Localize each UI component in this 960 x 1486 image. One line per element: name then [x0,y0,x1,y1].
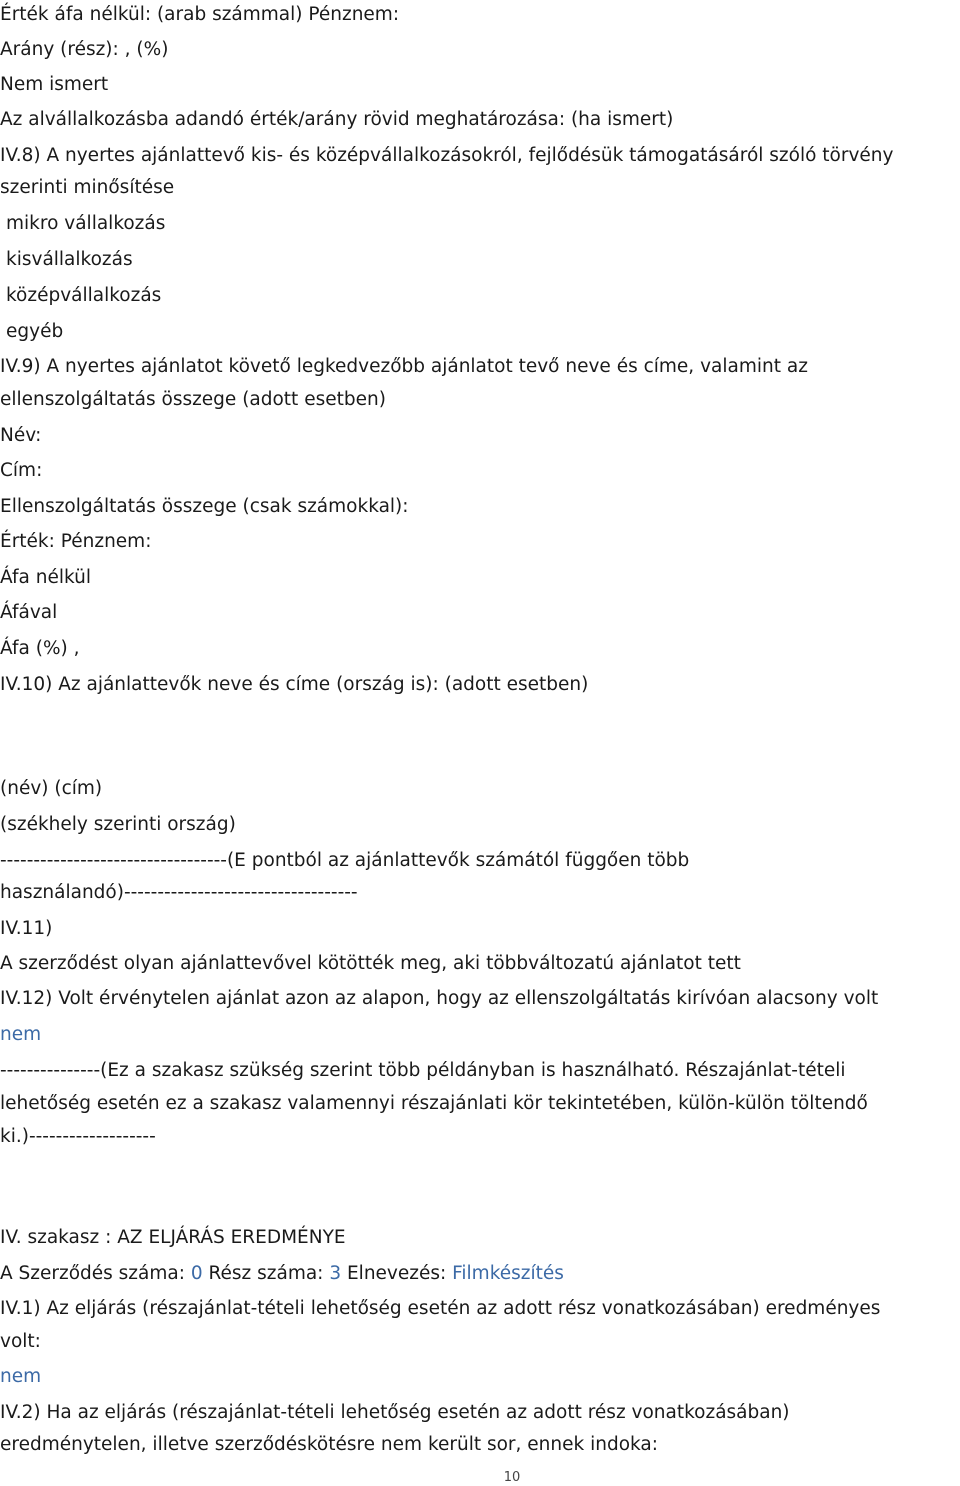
separator-note-cont: használandó)----------------------------------- [0,882,358,903]
section-iv-title: IV. szakasz : AZ ELJÁRÁS EREDMÉNYE [0,1227,346,1248]
contract-number-label: A Szerződés száma: [0,1263,185,1284]
section-iv9-heading-cont: ellenszolgáltatás összege (adott esetben) [0,389,386,410]
label-vat-percent: Áfa (%) , [0,638,80,659]
section-iv9-heading: IV.9) A nyertes ajánlatot követő legkedvezőbb ajánlatot tevő neve és címe, valamint az [0,356,808,377]
part-number-label: Rész száma: [208,1263,324,1284]
label-with-vat: Áfával [0,602,58,623]
section-iv8-heading: IV.8) A nyertes ajánlattevő kis- és középvállalkozásokról, fejlődésük támogatásáról szóló törvény [0,145,894,166]
section-iv2-heading: IV.2) Ha az eljárás (részajánlat-tételi lehetőség esetén az adott rész vonatkozásában) [0,1402,790,1423]
section-iv12-heading: IV.12) Volt érvénytelen ajánlat azon az alapon, hogy az ellenszolgáltatás kirívóan alacsony volt [0,988,879,1009]
label-seat-country: (székhely szerinti ország) [0,814,236,835]
section-note-end: ki.)------------------- [0,1126,156,1147]
label-without-vat: Áfa nélkül [0,567,91,588]
option-micro: mikro vállalkozás [6,213,166,234]
section-note: ---------------(Ez a szakasz szükség szerint több példányban is használható. Részajánlat-tételi [0,1060,846,1081]
line-not-known: Nem ismert [0,74,109,95]
section-iv1-heading: IV.1) Az eljárás (részajánlat-tételi lehetőség esetén az adott rész vonatkozásában) eredményes [0,1298,881,1319]
label-value-currency: Érték: Pénznem: [0,531,152,552]
section-iv1-heading-cont: volt: [0,1331,41,1352]
contract-info-line [0,1263,564,1285]
label-name-address: (név) (cím) [0,778,103,799]
section-note-cont: lehetőség esetén ez a szakasz valamennyi részajánlati kör tekintetében, külön-külön töltendő [0,1093,868,1114]
contract-number-value: 0 [190,1263,203,1284]
section-iv11-heading: IV.11) [0,918,53,939]
option-small: kisvállalkozás [6,249,133,270]
line-subcontract-description: Az alvállalkozásba adandó érték/arány rövid meghatározása: (ha ismert) [0,109,674,130]
label-address: Cím: [0,460,43,481]
label-name: Név: [0,425,42,446]
label-consideration-amount: Ellenszolgáltatás összege (csak számokkal): [0,496,409,517]
option-other: egyéb [6,321,64,342]
line-ratio: Arány (rész): , (%) [0,39,169,60]
designation-label: Elnevezés: [346,1263,447,1284]
line-variant-offer: A szerződést olyan ajánlattevővel kötötték meg, aki többváltozatú ajánlatot tett [0,953,741,974]
page-number: 10 [503,1470,521,1485]
answer-iv12: nem [0,1024,42,1045]
answer-iv1: nem [0,1366,42,1387]
section-iv8-heading-cont: szerinti minősítése [0,177,175,198]
separator-note: ----------------------------------(E pontból az ajánlattevők számától függően több [0,850,690,871]
option-medium: középvállalkozás [6,285,162,306]
designation-value: Filmkészítés [452,1263,564,1284]
part-number-value: 3 [329,1263,342,1284]
section-iv10-heading: IV.10) Az ajánlattevők neve és címe (ország is): (adott esetben) [0,674,589,695]
line-value-without-vat: Érték áfa nélkül: (arab számmal) Pénznem: [0,4,400,25]
section-iv2-heading-cont: eredménytelen, illetve szerződéskötésre nem került sor, ennek indoka: [0,1434,658,1455]
